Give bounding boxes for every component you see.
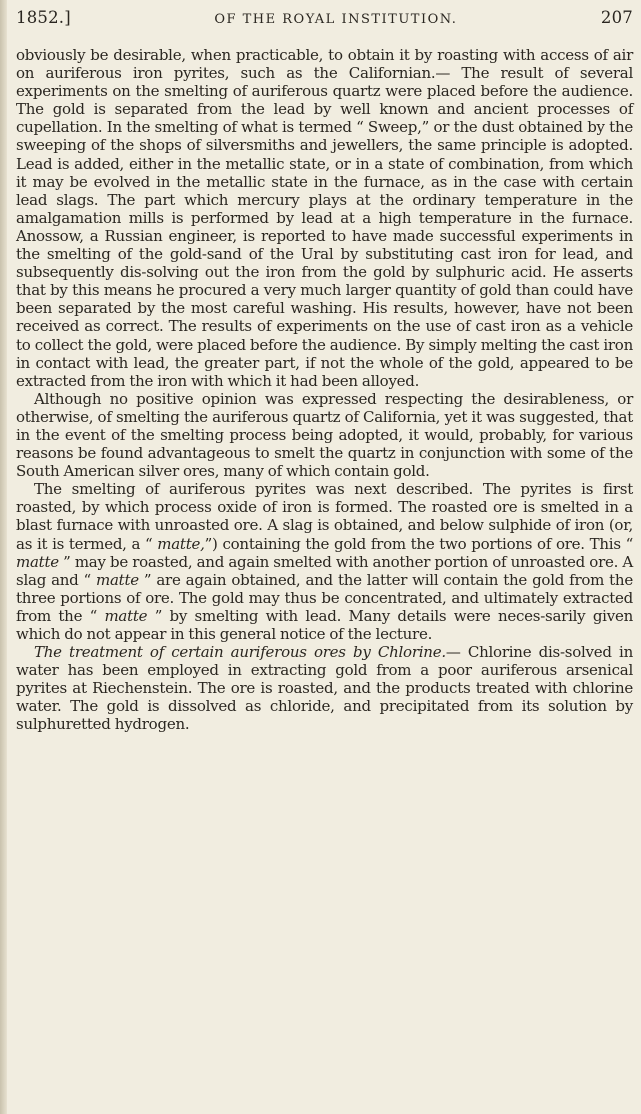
paragraph-3-part-1: The smelting of auriferous pyrites was next described. The pyrites is first roasted, by which process oxide of iron is formed. The roasted ore is smelted in a blast furnace with unroasted ore. A slag is obtained, and below sulphide of iron (or, as it is termed, a “: [16, 480, 633, 553]
matte-term-3: matte: [96, 570, 139, 589]
paragraph-3-part-5: ” by smelting with lead. Many details were neces-sarily given which do not appear in this general notice of the lecture.: [16, 606, 633, 643]
header-title: OF THE ROYAL INSTITUTION.: [214, 12, 458, 27]
page-number: 207: [600, 8, 633, 27]
header-year: 1852.]: [16, 8, 71, 27]
section-heading-chlorine: The treatment of certain auriferous ores by Chlorine.: [34, 643, 446, 662]
paragraph-1: obviously be desirable, when practicable, to obtain it by roasting with access of air on auriferous iron pyrites, such as the Californian.— The result of several experiments on the smelting of auriferous quartz were placed before the audience. The gold is separated from the lead by well known and ancient processes of cupellation. In the smelting of what is termed “ Sweep,” or the dust obtained by the sweeping of the shops of silversmiths and jewellers, the same principle is adopted. Lead is added, either in the metallic state, or in a state of combination, from which it may be evolved in the metallic state in the furnace, as in the case with certain lead slags. The part which mercury plays at the ordinary temperature in the amalgamation mills is performed by lead at a high temperature in the furnace. Anossow, a Russian engineer, is reported to have made successful experiments in the smelting of the gold-sand of the Ural by substituting cast iron for lead, and subsequently dis-solving out the iron from the gold by sulphuric acid. He asserts that by this means he procured a very much larger quantity of gold than could have been separated by the most careful washing. His results, however, have not been received as correct. The results of experiments on the use of cast iron as a vehicle to collect the gold, were placed before the audience. By simply melting the cast iron in contact with lead, the greater part, if not the whole of the gold, appeared to be extracted from the iron with which it had been alloyed.: [16, 46, 633, 390]
matte-term-2: matte: [16, 552, 59, 571]
paragraph-2: Although no positive opinion was expressed respecting the desirableness, or otherwise, of smelting the auriferous quartz of California, yet it was suggested, that in the event of the smelting process being adopted, it would, probably, for various reasons be found advantageous to smelt the quartz in conjunction with some of the South American silver ores, many of which contain gold.: [16, 389, 633, 481]
paragraph-4: [16, 643, 633, 733]
matte-term-1: matte,: [157, 534, 205, 553]
book-spine-edge: [0, 0, 7, 1114]
matte-term-4: matte: [104, 606, 148, 625]
paragraph-3-part-2: ”) containing the gold from the two portions of ore. This “: [204, 534, 634, 553]
running-header: [16, 8, 633, 34]
paragraph-3-part-4: ” are again obtained, and the latter will contain the gold from the three portions of ore. The gold may thus be concentrated, and ultimately extracted from the “: [16, 570, 633, 625]
body-text: [16, 46, 633, 734]
paragraph-4-text: — Chlorine dis-solved in water has been employed in extracting gold from a poor auriferous arsenical pyrites at Riechenstein. The ore is roasted, and the products treated with chlorine water. The gold is dissolved as chloride, and precipitated from its solution by sulphuretted hydrogen.: [16, 643, 633, 734]
paragraph-3-part-3: ” may be roasted, and again smelted with another portion of unroasted ore. A slag and “: [16, 552, 633, 589]
paragraph-3: [16, 480, 633, 643]
book-page: [16, 8, 633, 734]
